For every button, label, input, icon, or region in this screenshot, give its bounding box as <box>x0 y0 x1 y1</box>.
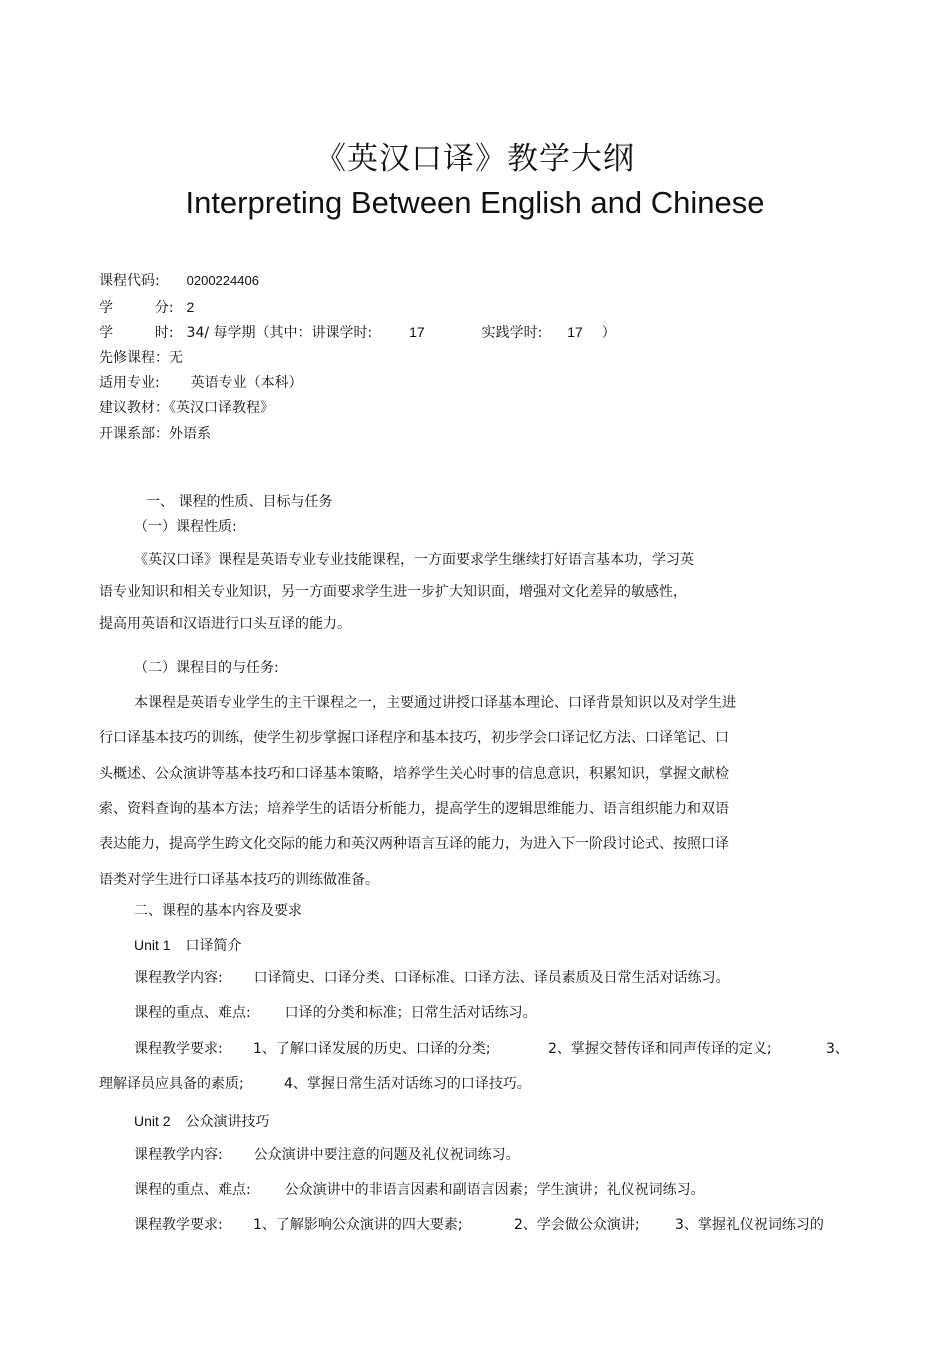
unit2-focus-value: 公众演讲中的非语言因素和副语言因素；学生演讲；礼仪祝词练习。 <box>284 1182 705 1198</box>
course-code-row <box>99 272 259 290</box>
section1-sub2-heading: （二）课程目的与任务: <box>134 660 279 676</box>
unit2-content-row <box>134 1146 520 1164</box>
unit2-req-3: 3、掌握礼仪祝词练习的 <box>675 1217 824 1233</box>
sub1-line-2: 语专业知识和相关专业知识，另一方面要求学生进一步扩大知识面，增强对文化差异的敏感性， <box>99 584 687 600</box>
section1-sub1-heading: （一）课程性质: <box>134 519 237 535</box>
course-code-value: 0200224406 <box>186 273 259 288</box>
close-paren: ） <box>601 325 616 341</box>
prereq-row: 先修课程：无 <box>99 350 183 366</box>
credit-row <box>99 298 194 317</box>
unit2-req-1: 1、了解影响公众演讲的四大要素; <box>253 1217 463 1233</box>
title-chinese: 《英汉口译》教学大纲 <box>315 141 635 177</box>
textbook-row: 建议教材：《英汉口译教程》 <box>99 400 274 416</box>
major-row <box>99 374 303 392</box>
unit1-focus-value: 口译的分类和标准；日常生活对话练习。 <box>284 1005 537 1021</box>
sub2-line-5: 表达能力，提高学生跨文化交际的能力和英汉两种语言互译的能力，为进入下一阶段讨论式、按照口译 <box>99 836 729 852</box>
title-english: Interpreting Between English and Chinese <box>185 185 765 220</box>
credit-label-a: 学 <box>99 300 113 316</box>
unit1-content-value: 口译简史、口译分类、口译标准、口译方法、译员素质及日常生活对话练习。 <box>253 970 730 986</box>
lecture-hours: 17 <box>409 324 425 340</box>
department-row: 开课系部：外语系 <box>99 426 211 442</box>
section1-heading: 一、 课程的性质、目标与任务 <box>146 494 333 510</box>
course-code-label: 课程代码: <box>99 273 160 289</box>
major-label: 适用专业: <box>99 375 160 391</box>
sub2-line-2: 行口译基本技巧的训练，使学生初步掌握口译程序和基本技巧，初步学会口译记忆方法、口译笔记、口 <box>99 730 729 746</box>
practice-hours: 17 <box>567 324 583 340</box>
unit1-req-2: 2、掌握交替传译和同声传译的定义; <box>548 1041 772 1057</box>
unit2-req-2: 2、学会做公众演讲; <box>514 1217 640 1233</box>
unit1-req-3a: 3、 <box>826 1041 849 1057</box>
unit2-title <box>134 1112 269 1131</box>
unit1-req-3b: 理解译员应具备的素质; <box>99 1076 244 1092</box>
unit1-req-4: 4、掌握日常生活对话练习的口译技巧。 <box>284 1076 531 1092</box>
unit1-req-label: 课程教学要求: <box>134 1041 223 1057</box>
sub2-line-3: 头概述、公众演讲等基本技巧和口译基本策略，培养学生关心时事的信息意识，积累知识，掌握文献检 <box>99 766 729 782</box>
unit1-content-row <box>134 969 730 987</box>
hours-value: 34/ 每学期（其中：讲课学时: <box>186 325 373 341</box>
unit1-focus-label: 课程的重点、难点: <box>134 1005 251 1021</box>
unit2-title-text: 公众演讲技巧 <box>185 1114 270 1130</box>
sub1-line-3: 提高用英语和汉语进行口头互译的能力。 <box>99 616 351 632</box>
sub2-line-1: 本课程是英语专业学生的主干课程之一，主要通过讲授口译基本理论、口译背景知识以及对学生进 <box>134 695 736 711</box>
section2-heading: 二、课程的基本内容及要求 <box>134 903 302 919</box>
unit1-req-1: 1、了解口译发展的历史、口译的分类; <box>253 1041 491 1057</box>
unit2-title-num: Unit 2 <box>134 1113 171 1129</box>
credit-value: 2 <box>186 299 195 315</box>
unit2-content-label: 课程教学内容: <box>134 1147 223 1163</box>
unit2-req-label: 课程教学要求: <box>134 1217 223 1233</box>
hours-label-a: 学 <box>99 325 113 341</box>
hours-label-b: 时: <box>154 325 174 341</box>
unit1-focus-row <box>134 1004 537 1022</box>
sub1-line-1: 《英汉口译》课程是英语专业专业技能课程，一方面要求学生继续打好语言基本功，学习英 <box>134 552 694 568</box>
unit1-content-label: 课程教学内容: <box>134 970 223 986</box>
hours-row <box>99 323 616 342</box>
practice-label: 实践学时: <box>481 325 543 341</box>
major-value: 英语专业（本科） <box>190 375 303 391</box>
unit2-focus-label: 课程的重点、难点: <box>134 1182 251 1198</box>
unit2-content-value: 公众演讲中要注意的问题及礼仪祝词练习。 <box>253 1147 520 1163</box>
unit1-title-text: 口译简介 <box>185 938 242 954</box>
unit2-focus-row <box>134 1181 705 1199</box>
unit1-title <box>134 936 241 955</box>
unit1-title-num: Unit 1 <box>134 937 171 953</box>
sub2-line-4: 索、资料查询的基本方法；培养学生的话语分析能力，提高学生的逻辑思维能力、语言组织能力和双语 <box>99 801 729 817</box>
credit-label-b: 分: <box>154 300 174 316</box>
sub2-line-6: 语类对学生进行口译基本技巧的训练做准备。 <box>99 872 379 888</box>
